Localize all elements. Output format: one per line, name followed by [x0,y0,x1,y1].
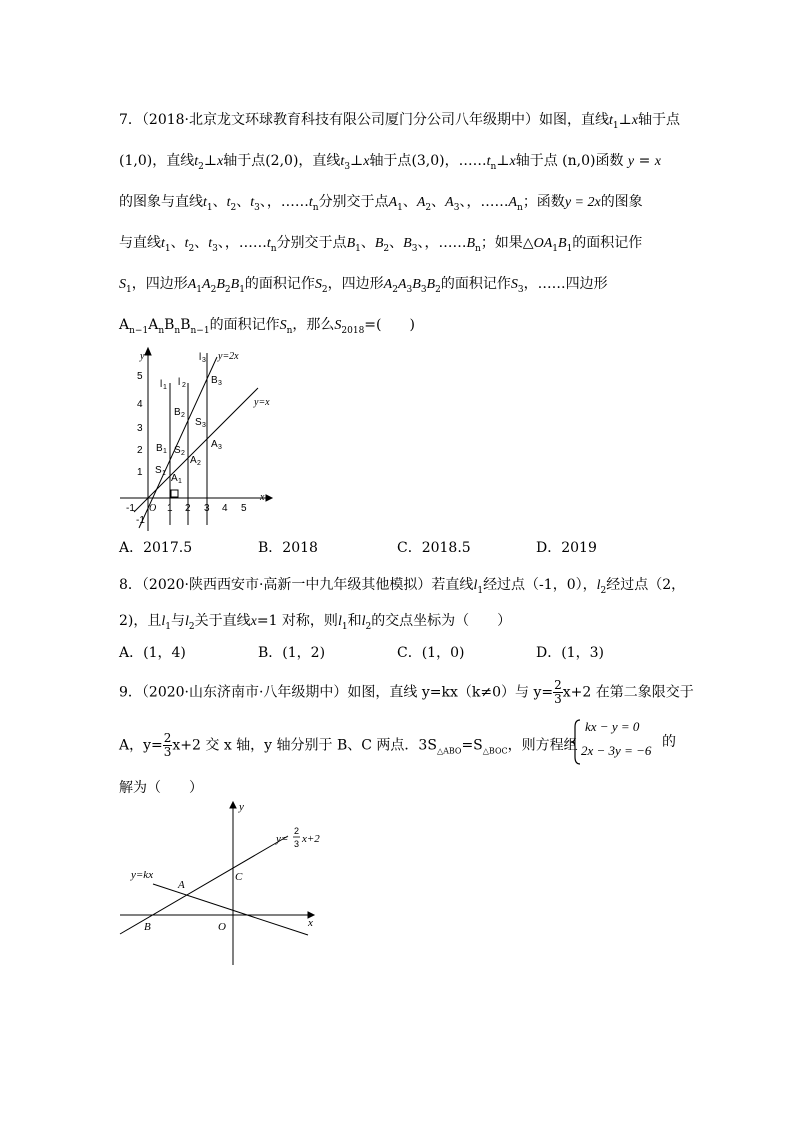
label-A3: A [211,439,218,450]
ytick-2: 2 [137,445,143,456]
label-A2: A [190,455,197,466]
ytick-5: 5 [137,371,143,382]
label-y: y [239,801,244,813]
label-B3-sub: 3 [218,380,222,387]
label-O: O [149,503,157,514]
fraction-2-3-b: $\frac{2}{3}$ [163,731,172,759]
xtick-3: 3 [204,503,210,514]
line-y-kx [153,884,308,935]
q7-line-1: 7．（2018·北京龙文环球教育科技有限公司厦门分公司八年级期中）如图，直线$t_1\perp x$轴于点 [119,112,681,131]
line-y-x [134,388,258,512]
xtick-1: 1 [167,503,173,514]
label-l1: l [160,379,163,390]
label-l2: l [178,377,181,388]
q7-line-2: (1,0)，直线$t_2\perp x$轴于点(2,0)，直线$t_3\perp x$轴于点(3,0)，$\dots\dots t_n\perp x$轴于点 (n,0)函数 y = x [119,153,661,172]
label-l3: l [199,352,202,363]
label-B1-sub: 1 [163,448,167,455]
q9-line-1: 9．（2020·山东济南市·八年级期中）如图，直线 y=kx（k≠0）与 y= $\frac{2}{3}$ x+2 在第二象限交于 [119,678,694,706]
xtick-4: 4 [222,503,228,514]
equation-1: kx − y = 0 [585,719,640,734]
label-C: C [235,871,243,883]
label-line-eq: y= [276,833,289,845]
q8-line-2: 2)，且$l_1$与$l_2$关于直线x=1 对称，则$l_1$和$l_2$的交点坐标为（ ） [119,613,512,632]
label-line-tail: x+2 [302,833,320,845]
ytick-neg1: -1 [136,515,145,526]
equation-system [571,719,663,765]
label-B: B [144,921,151,933]
label-B2: B [174,407,181,418]
label-B2-sub: 2 [181,412,185,419]
label-S2-sub: 2 [181,450,185,457]
ytick-3: 3 [137,423,143,434]
label-y2x: y=2x [218,351,239,362]
label-x: x [260,492,265,503]
q9-line-2: A，y= $\frac{2}{3}$ x+2 交 x 轴，y 轴分别于 B、C 两点．$3S_{\triangle ABO}=S_{\triangle BOC}$，则方程组 [119,731,578,759]
figure-q7 [118,345,278,535]
q8-line-1: 8．（2020·陕西西安市·高新一中九年级其他模拟）若直线$l_1$经过点（-1，0），$l_2$经过点（2， [119,577,686,596]
xtick-5: 5 [241,503,247,514]
label-S2: S [174,445,181,456]
label-A3-sub: 3 [218,444,222,451]
y-axis-arrow [230,802,236,808]
label-S1: S [155,465,162,476]
label-A2-sub: 2 [197,460,201,467]
ytick-1: 1 [137,467,143,478]
xtick-neg1: -1 [126,503,135,514]
q7-line-5: $S_1$，四边形$A_1A_2B_2B_1$的面积记作$S_2$，四边形$A_2A_3B_3B_2$的面积记作$S_3$，……四边形 [119,276,608,295]
q9-line-3: 解为（ ） [119,780,203,796]
label-S3: S [195,417,202,428]
q8-option-d[interactable]: D．(1，3) [536,645,604,661]
figure-q9 [118,800,338,970]
q7-option-a[interactable]: A．2017.5 [119,540,193,556]
ytick-4: 4 [137,399,143,410]
xtick-2: 2 [185,503,191,514]
label-A1: A [171,473,178,484]
label-B1: B [156,443,163,454]
label-B3: B [211,375,218,386]
q7-option-c[interactable]: C．2018.5 [397,540,471,556]
q8-option-c[interactable]: C．(1，0) [397,645,465,661]
fraction-2-3: $\frac{2}{3}$ [554,678,562,706]
q7-line-4: 与直线$t_1$、$t_2$、$t_3$、，$\dots\dots t_n$分别交于点$B_1$、$B_2$、$B_3$、，$\dots\dots B_n$；如果$\triangle OA_1B_1$的面积记作 [119,235,643,254]
label-l2-sub: 2 [182,382,186,389]
label-A: A [178,879,185,891]
label-line-num: 2 [294,826,300,836]
label-yx: y=x [254,397,270,408]
x-axis-arrow [266,495,272,501]
label-S3-sub: 3 [202,422,206,429]
label-O: O [218,921,226,933]
q8-option-b[interactable]: B．(1，2) [258,645,326,661]
label-x: x [308,917,313,929]
label-l1-sub: 1 [163,384,167,391]
q7-option-d[interactable]: D．2019 [536,540,597,556]
label-S1-sub: 1 [162,470,166,477]
label-ykx: y=kx [131,869,154,881]
q7-line-3: 的图象与直线$t_1$、$t_2$、$t_3$、，$\dots\dots t_n$分别交于点$A_1$、$A_2$、$A_3$、，$\dots\dots A_n$；函数y = 2x的图象 [119,194,643,213]
y-axis-arrow [145,348,151,355]
label-line-den: 3 [294,839,300,849]
label-l3-sub: 3 [202,357,206,364]
line-y-2-3x-plus-2 [120,836,288,934]
label-y: y [140,351,145,362]
label-A1-sub: 1 [178,478,182,485]
equation-2: 2x − 3y = −6 [581,743,652,758]
q7-option-b[interactable]: B．2018 [258,540,318,556]
brace [571,719,581,765]
q9-line-2-tail: 的 [662,734,676,750]
q7-line-6: $A_{n-1}A_nB_nB_{n-1}$的面积记作$S_n$，那么$S_{2018}=$( ) [119,317,415,336]
right-angle-mark [171,490,178,497]
q8-option-a[interactable]: A．(1，4) [119,645,186,661]
